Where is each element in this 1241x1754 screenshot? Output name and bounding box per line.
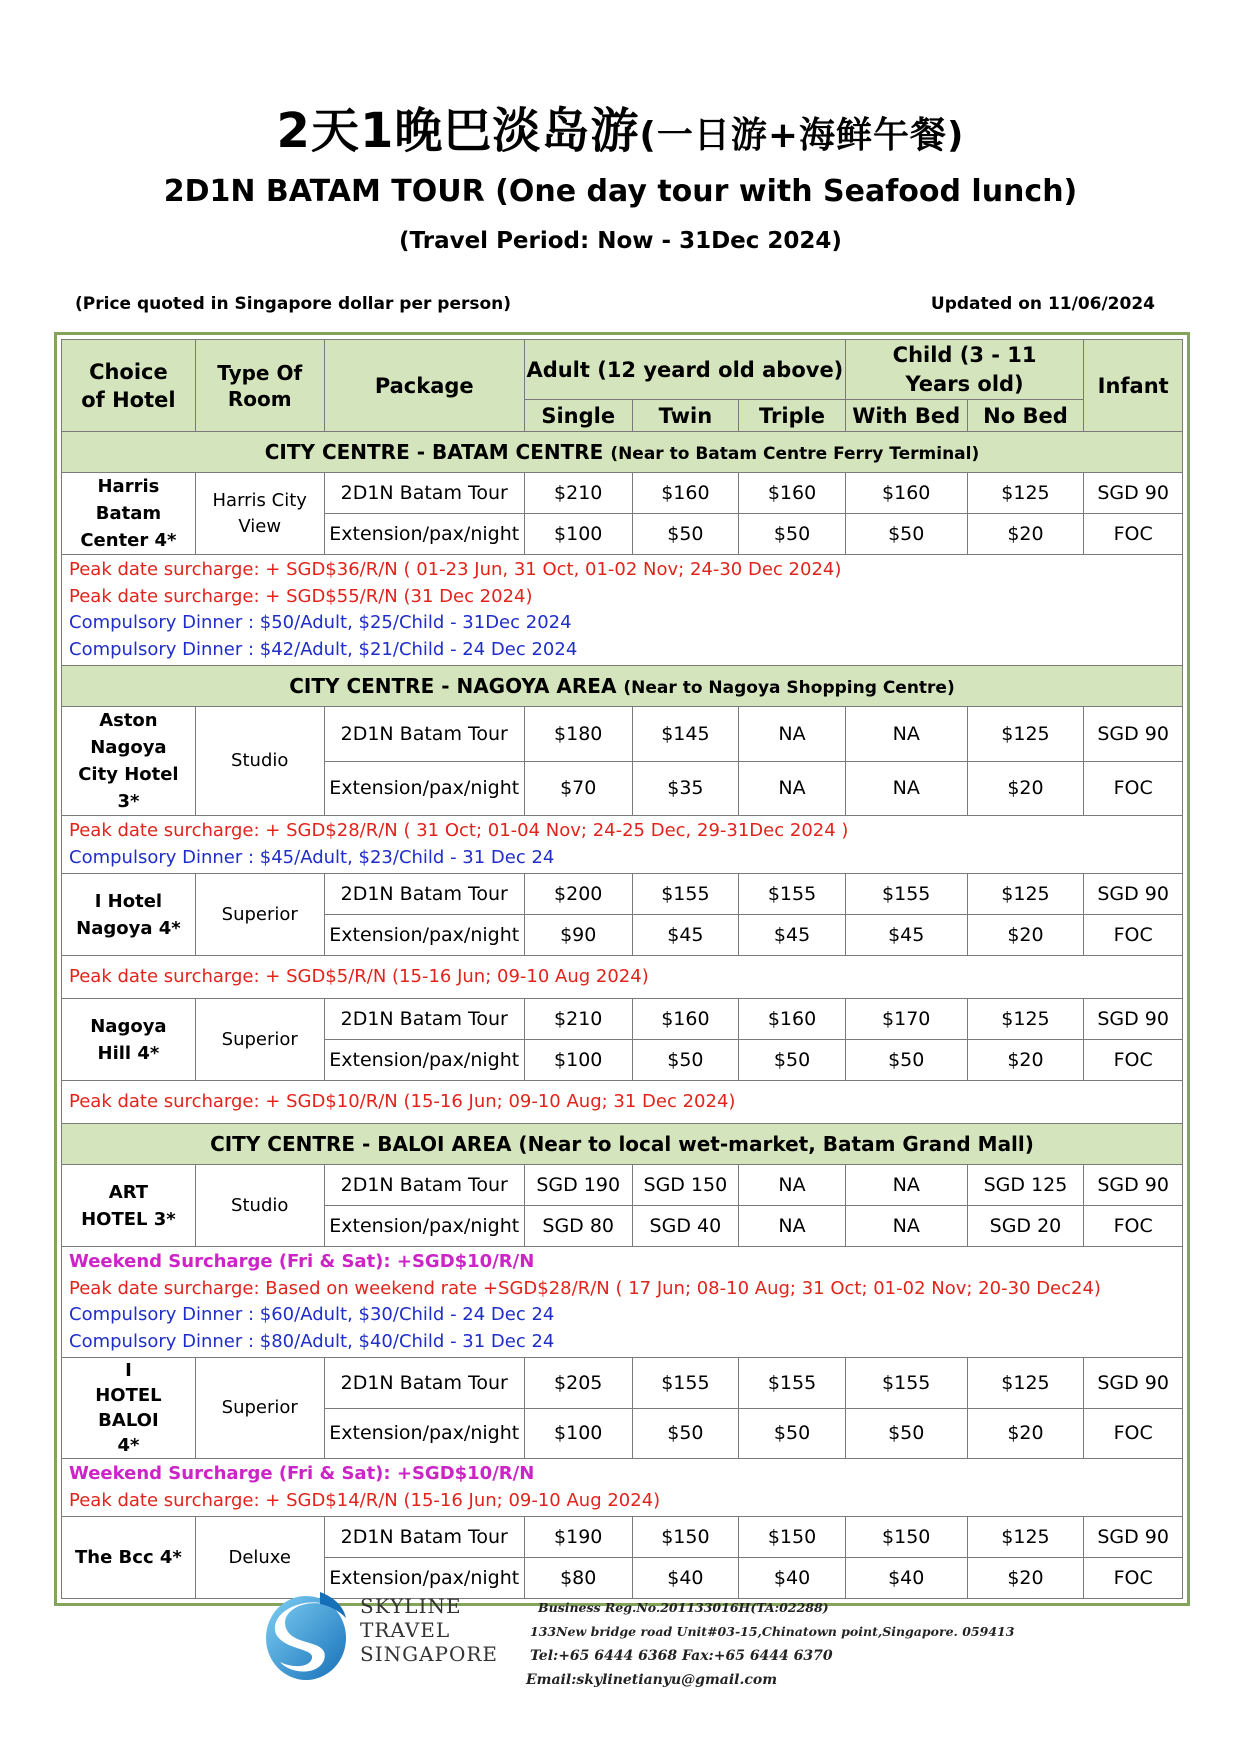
- hotel-name: I Hotel Nagoya 4*: [62, 874, 196, 956]
- dinner-note: Compulsory Dinner : $45/Adult, $23/Child - 31 Dec 24: [69, 846, 555, 868]
- weekend-note: Weekend Surcharge (Fri & Sat): +SGD$10/R/N: [69, 1251, 535, 1272]
- price-single: $190: [524, 1517, 632, 1558]
- title-english: 2D1N BATAM TOUR (One day tour with Seafood lunch): [163, 174, 1078, 209]
- surcharge-note: Peak date surcharge: + SGD$5/R/N (15-16 Jun; 09-10 Aug 2024): [69, 965, 649, 987]
- price-no-bed: $20: [967, 915, 1084, 956]
- header-triple: Triple: [739, 400, 846, 432]
- price-with-bed: $160: [845, 473, 967, 514]
- price-infant: SGD 90: [1084, 1358, 1183, 1409]
- price-note: (Price quoted in Singapore dollar per person): [75, 294, 512, 314]
- email: Email:skylinetianyu@gmail.com: [526, 1672, 778, 1688]
- package-cell: Extension/pax/night: [324, 1408, 524, 1459]
- package-cell: Extension/pax/night: [324, 514, 524, 555]
- price-no-bed: $20: [967, 1408, 1084, 1459]
- surcharge-note: Peak date surcharge: + SGD$28/R/N ( 31 Oct; 01-04 Nov; 24-25 Dec, 29-31Dec 2024 ): [69, 820, 849, 841]
- travel-period: (Travel Period: Now - 31Dec 2024): [399, 228, 842, 254]
- room-type: Harris City View: [195, 473, 324, 555]
- price-no-bed: $20: [967, 1558, 1084, 1599]
- price-with-bed: $155: [845, 1358, 967, 1409]
- surcharge-note: Peak date surcharge: + SGD$14/R/N (15-16 Jun; 09-10 Aug 2024): [69, 1489, 661, 1511]
- price-no-bed: $20: [967, 1040, 1084, 1081]
- package-cell: 2D1N Batam Tour: [324, 999, 524, 1040]
- price-twin: $35: [632, 761, 739, 816]
- price-triple: $50: [739, 1408, 846, 1459]
- price-single: $100: [524, 514, 632, 555]
- price-twin: $155: [632, 1358, 739, 1409]
- package-cell: Extension/pax/night: [324, 1040, 524, 1081]
- price-no-bed: SGD 20: [967, 1206, 1084, 1247]
- package-cell: Extension/pax/night: [324, 761, 524, 816]
- notes-cell: [62, 1247, 1183, 1358]
- price-single: $200: [524, 874, 632, 915]
- hotel-name: Harris Batam Center 4*: [62, 473, 196, 555]
- price-with-bed: $45: [845, 915, 967, 956]
- price-single: $205: [524, 1358, 632, 1409]
- price-twin: $145: [632, 707, 739, 762]
- hotel-name: Nagoya Hill 4*: [62, 999, 196, 1081]
- swirl-s-logo-icon: [262, 1588, 352, 1684]
- dinner-note: Compulsory Dinner : $80/Adult, $40/Child - 31 Dec 24: [69, 1330, 555, 1352]
- dinner-note: Compulsory Dinner : $42/Adult, $21/Child - 24 Dec 2024: [69, 638, 578, 660]
- price-twin: $50: [632, 1408, 739, 1459]
- room-type: Deluxe: [195, 1517, 324, 1599]
- price-infant: FOC: [1084, 514, 1183, 555]
- price-triple: $160: [739, 473, 846, 514]
- package-cell: Extension/pax/night: [324, 915, 524, 956]
- price-single: $210: [524, 473, 632, 514]
- price-infant: SGD 90: [1084, 999, 1183, 1040]
- footer: [0, 1580, 1241, 1750]
- price-with-bed: $40: [845, 1558, 967, 1599]
- notes-cell: [62, 1459, 1183, 1517]
- hotel-name: I HOTEL BALOI 4*: [62, 1358, 196, 1459]
- table-row: [62, 874, 1183, 915]
- price-twin: $45: [632, 915, 739, 956]
- section-subtitle: (Near to Batam Centre Ferry Terminal): [610, 444, 980, 464]
- header-no-bed: No Bed: [967, 400, 1084, 432]
- price-no-bed: SGD 125: [967, 1165, 1084, 1206]
- price-infant: SGD 90: [1084, 1165, 1183, 1206]
- notes-row: [62, 1459, 1183, 1517]
- room-type: Studio: [195, 1165, 324, 1247]
- package-cell: 2D1N Batam Tour: [324, 473, 524, 514]
- section-header: [62, 1124, 1183, 1165]
- notes-cell: [62, 555, 1183, 666]
- title-chinese-sub: (一日游+海鲜午餐): [639, 115, 965, 156]
- package-cell: 2D1N Batam Tour: [324, 1358, 524, 1409]
- header-hotel: Choice of Hotel: [62, 340, 196, 432]
- notes-cell: [62, 956, 1183, 999]
- price-with-bed: NA: [845, 761, 967, 816]
- price-no-bed: $125: [967, 874, 1084, 915]
- price-infant: FOC: [1084, 1206, 1183, 1247]
- price-twin: $40: [632, 1558, 739, 1599]
- price-twin: SGD 150: [632, 1165, 739, 1206]
- section-header: [62, 432, 1183, 473]
- table-row: [62, 999, 1183, 1040]
- hotel-name: Aston Nagoya City Hotel 3*: [62, 707, 196, 816]
- price-twin: SGD 40: [632, 1206, 739, 1247]
- company-line: SKYLINE: [360, 1594, 462, 1618]
- price-triple: $160: [739, 999, 846, 1040]
- weekend-note: Weekend Surcharge (Fri & Sat): +SGD$10/R/N: [69, 1463, 535, 1484]
- surcharge-note: Peak date surcharge: + SGD$55/R/N (31 Dec 2024): [69, 585, 533, 607]
- price-infant: SGD 90: [1084, 1517, 1183, 1558]
- room-type: Superior: [195, 874, 324, 956]
- price-infant: FOC: [1084, 761, 1183, 816]
- company-line: TRAVEL: [360, 1618, 451, 1642]
- package-cell: Extension/pax/night: [324, 1558, 524, 1599]
- price-with-bed: $50: [845, 514, 967, 555]
- price-twin: $160: [632, 473, 739, 514]
- price-single: $210: [524, 999, 632, 1040]
- notes-cell: [62, 816, 1183, 874]
- price-with-bed: $50: [845, 1408, 967, 1459]
- price-no-bed: $125: [967, 707, 1084, 762]
- price-twin: $150: [632, 1517, 739, 1558]
- price-triple: $45: [739, 915, 846, 956]
- notes-row: [62, 555, 1183, 666]
- package-cell: 2D1N Batam Tour: [324, 1165, 524, 1206]
- notes-row: [62, 1247, 1183, 1358]
- price-with-bed: NA: [845, 707, 967, 762]
- price-no-bed: $125: [967, 1517, 1084, 1558]
- price-with-bed: NA: [845, 1165, 967, 1206]
- surcharge-note: Peak date surcharge: + SGD$36/R/N ( 01-23 Jun, 31 Oct, 01-02 Nov; 24-30 Dec 2024): [69, 559, 842, 580]
- dinner-note: Compulsory Dinner : $50/Adult, $25/Child - 31Dec 2024: [69, 612, 572, 633]
- price-single: $70: [524, 761, 632, 816]
- header-single: Single: [524, 400, 632, 432]
- table-row: [62, 1165, 1183, 1206]
- hotel-name: The Bcc 4*: [62, 1517, 196, 1599]
- price-table-frame: [54, 332, 1190, 1606]
- price-triple: $50: [739, 514, 846, 555]
- room-type: Superior: [195, 999, 324, 1081]
- price-single: $80: [524, 1558, 632, 1599]
- business-info: [526, 1596, 1015, 1692]
- price-single: $180: [524, 707, 632, 762]
- title-chinese: [0, 92, 1241, 161]
- price-no-bed: $125: [967, 473, 1084, 514]
- section-title: CITY CENTRE - BATAM CENTRE: [264, 440, 604, 464]
- phone-fax: Tel:+65 6444 6368 Fax:+65 6444 6370: [530, 1648, 833, 1664]
- section-title: CITY CENTRE - BALOI AREA (Near to local wet-market, Batam Grand Mall): [210, 1132, 1034, 1156]
- notes-row: [62, 816, 1183, 874]
- surcharge-note: Peak date surcharge: + SGD$10/R/N (15-16 Jun; 09-10 Aug; 31 Dec 2024): [69, 1090, 736, 1112]
- price-infant: SGD 90: [1084, 874, 1183, 915]
- company-line: SINGAPORE: [360, 1642, 499, 1666]
- notes-row: [62, 1081, 1183, 1124]
- package-cell: 2D1N Batam Tour: [324, 707, 524, 762]
- price-triple: $155: [739, 1358, 846, 1409]
- price-single: $90: [524, 915, 632, 956]
- notes-cell: [62, 1081, 1183, 1124]
- business-reg: Business Reg.No.201133016H(TA:02288): [538, 1600, 829, 1615]
- section-title: CITY CENTRE - NAGOYA AREA: [289, 674, 617, 698]
- price-infant: FOC: [1084, 1558, 1183, 1599]
- header-package: Package: [324, 340, 524, 432]
- price-infant: SGD 90: [1084, 473, 1183, 514]
- section-subtitle: (Near to Nagoya Shopping Centre): [623, 678, 955, 698]
- price-triple: NA: [739, 1206, 846, 1247]
- header-room: Type Of Room: [195, 340, 324, 432]
- price-table: [61, 339, 1183, 1599]
- hotel-name: ART HOTEL 3*: [62, 1165, 196, 1247]
- price-twin: $155: [632, 874, 739, 915]
- section-header: [62, 666, 1183, 707]
- header-with-bed: With Bed: [845, 400, 967, 432]
- price-triple: NA: [739, 1165, 846, 1206]
- table-row: [62, 473, 1183, 514]
- price-triple: $150: [739, 1517, 846, 1558]
- price-triple: $50: [739, 1040, 846, 1081]
- price-infant: FOC: [1084, 1408, 1183, 1459]
- header-twin: Twin: [632, 400, 739, 432]
- room-type: Superior: [195, 1358, 324, 1459]
- price-with-bed: NA: [845, 1206, 967, 1247]
- company-name: [360, 1594, 498, 1666]
- price-single: $100: [524, 1040, 632, 1081]
- table-row: [62, 1517, 1183, 1558]
- price-with-bed: $150: [845, 1517, 967, 1558]
- price-triple: $155: [739, 874, 846, 915]
- updated-date: Updated on 11/06/2024: [930, 294, 1155, 314]
- price-single: $100: [524, 1408, 632, 1459]
- room-type: Studio: [195, 707, 324, 816]
- price-with-bed: $170: [845, 999, 967, 1040]
- price-no-bed: $20: [967, 514, 1084, 555]
- address: 133New bridge road Unit#03-15,Chinatown point,Singapore. 059413: [530, 1624, 1015, 1639]
- price-with-bed: $155: [845, 874, 967, 915]
- table-row: [62, 707, 1183, 762]
- dinner-note: Compulsory Dinner : $60/Adult, $30/Child - 24 Dec 24: [69, 1304, 555, 1325]
- price-twin: $160: [632, 999, 739, 1040]
- table-row: [62, 1358, 1183, 1409]
- header-child: Child (3 - 11 Years old): [845, 340, 1083, 400]
- title-chinese-main: 2天1晚巴淡岛游: [276, 103, 640, 159]
- price-twin: $50: [632, 1040, 739, 1081]
- package-cell: 2D1N Batam Tour: [324, 1517, 524, 1558]
- price-infant: SGD 90: [1084, 707, 1183, 762]
- header-adult: Adult (12 yeard old above): [524, 340, 845, 400]
- surcharge-note: Peak date surcharge: Based on weekend rate +SGD$28/R/N ( 17 Jun; 08-10 Aug; 31 Oct; 01-02 Nov; 20-30 Dec24): [69, 1277, 1101, 1299]
- package-cell: 2D1N Batam Tour: [324, 874, 524, 915]
- price-twin: $50: [632, 514, 739, 555]
- price-triple: $40: [739, 1558, 846, 1599]
- price-single: SGD 190: [524, 1165, 632, 1206]
- price-no-bed: $20: [967, 761, 1084, 816]
- price-with-bed: $50: [845, 1040, 967, 1081]
- price-triple: NA: [739, 761, 846, 816]
- price-no-bed: $125: [967, 1358, 1084, 1409]
- price-infant: FOC: [1084, 1040, 1183, 1081]
- price-triple: NA: [739, 707, 846, 762]
- price-single: SGD 80: [524, 1206, 632, 1247]
- price-infant: FOC: [1084, 915, 1183, 956]
- price-no-bed: $125: [967, 999, 1084, 1040]
- header-infant: Infant: [1084, 340, 1183, 432]
- package-cell: Extension/pax/night: [324, 1206, 524, 1247]
- notes-row: [62, 956, 1183, 999]
